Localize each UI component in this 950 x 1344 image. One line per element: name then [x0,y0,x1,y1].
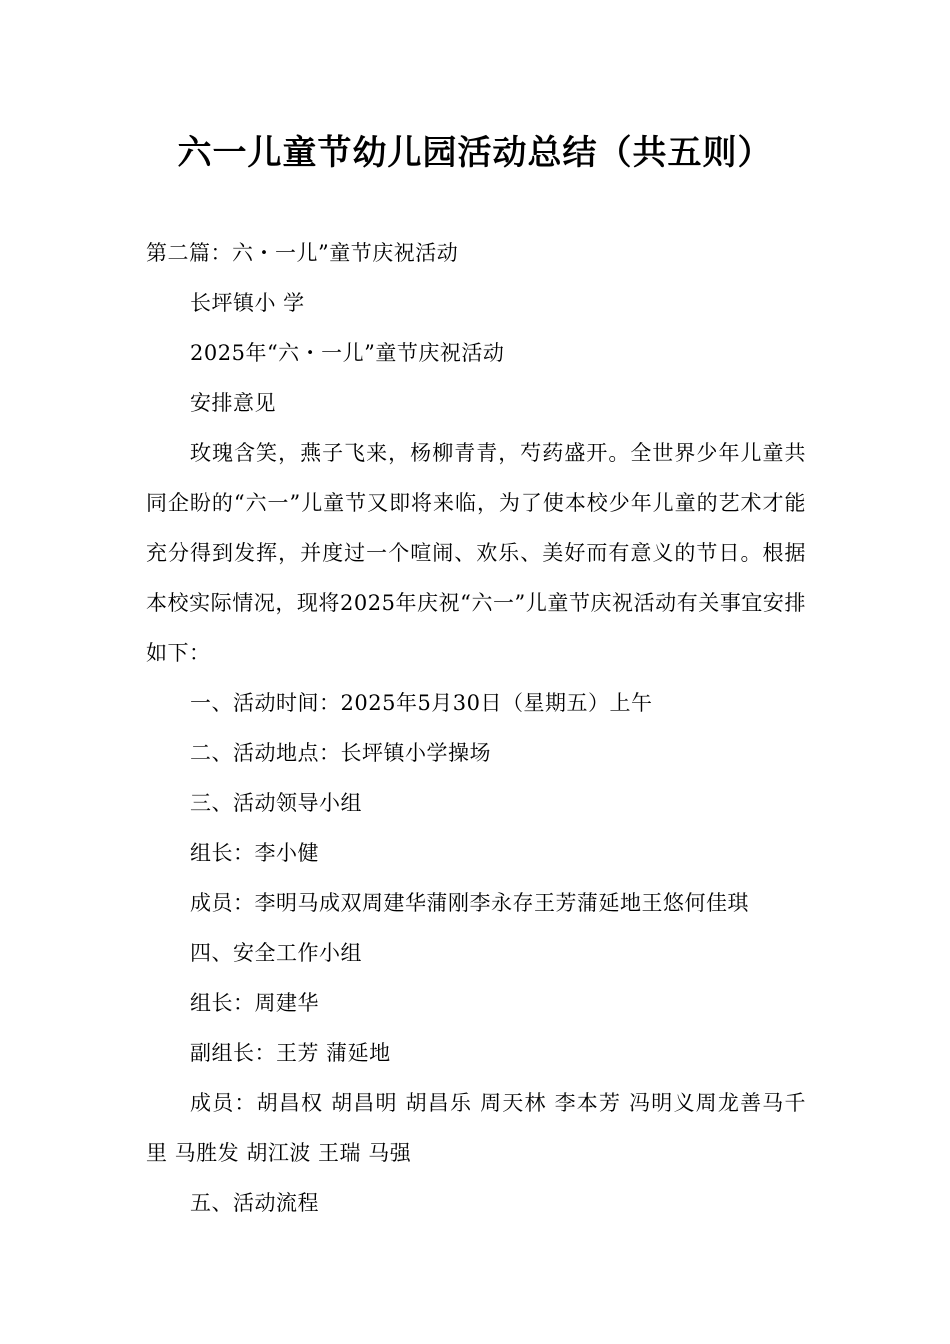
safety-group-deputies: 副组长：王芳 蒲延地 [190,1041,391,1065]
school-name: 长坪镇小 学 [190,291,305,315]
leadership-group-members: 成员：李明马成双周建华蒲刚李永存王芳蒲延地王悠何佳琪 [190,891,749,915]
safety-group-leader: 组长：周建华 [190,991,319,1015]
document-body [146,228,806,1228]
event-subtitle: 安排意见 [190,391,276,415]
activity-process-heading: 五、活动流程 [190,1191,319,1215]
section-heading: 第二篇：六・一儿”童节庆祝活动 [146,241,459,265]
safety-group-heading: 四、安全工作小组 [190,941,362,965]
safety-group-members: 成员：胡昌权 胡昌明 胡昌乐 周天林 李本芳 冯明义周龙善马千里 马胜发 胡江波 王瑞 马强 [146,1091,806,1165]
document-title: 六一儿童节幼儿园活动总结（共五则） [177,133,773,173]
event-title: 2025年“六・一儿”童节庆祝活动 [190,341,505,365]
leadership-group-heading: 三、活动领导小组 [190,791,362,815]
activity-time: 一、活动时间：2025年5月30日（星期五）上午 [190,691,653,715]
activity-location: 二、活动地点：长坪镇小学操场 [190,741,491,765]
intro-paragraph: 玫瑰含笑，燕子飞来，杨柳青青，芍药盛开。全世界少年儿童共同企盼的“六一”儿童节又即将来临，为了使本校少年儿童的艺术才能充分得到发挥，并度过一个喧闹、欢乐、美好而有意义的节日。根据本校实际情况，现将2025年庆祝“六一”儿童节庆祝活动有关事宜安排如下： [146,441,806,665]
leadership-group-leader: 组长：李小健 [190,841,319,865]
